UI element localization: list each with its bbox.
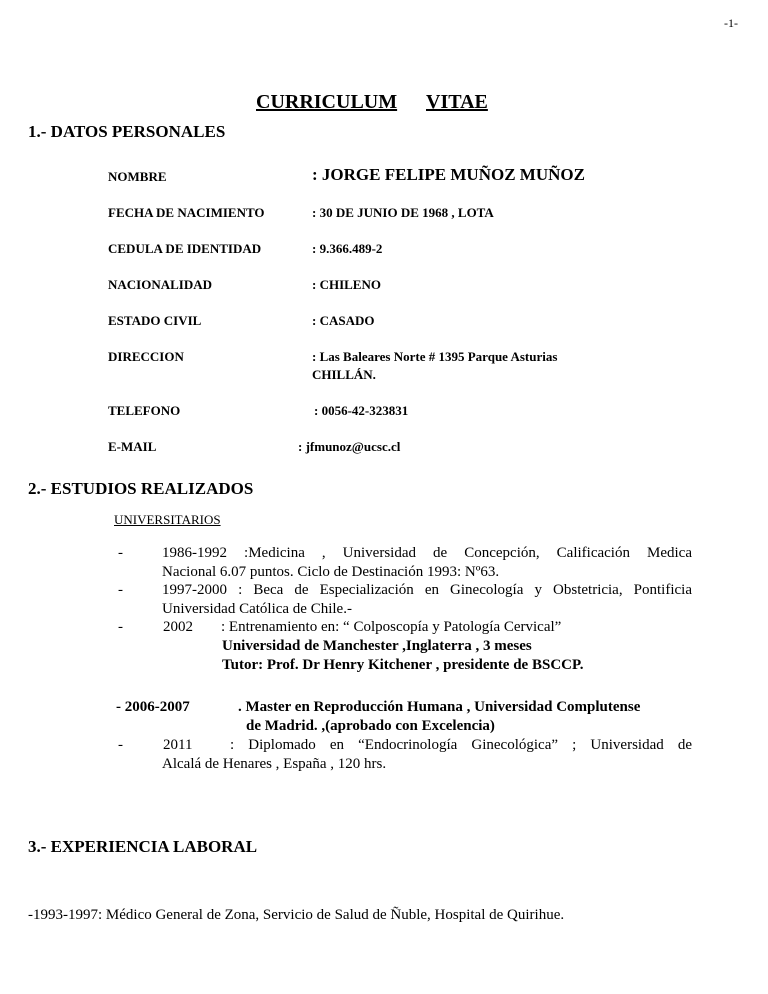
field-label-nacionalidad: NACIONALIDAD [108, 277, 213, 292]
study-item-5-line2: Alcalá de Henares , España , 120 hrs. [162, 756, 387, 772]
field-value-nombre: : JORGE FELIPE MUÑOZ MUÑOZ [312, 165, 585, 184]
field-value-email: : jfmunoz@ucsc.cl [298, 439, 401, 454]
section-3-heading: 3.- EXPERIENCIA LABORAL [28, 837, 258, 856]
study-item-2-line2: Universidad Católica de Chile.- [162, 601, 352, 617]
field-value-nacionalidad: : CHILENO [312, 277, 381, 292]
field-label-fecha: FECHA DE NACIMIENTO [108, 205, 265, 220]
study-item-1-line1: 1986-1992 :Medicina , Universidad de Concepción, Calificación Medica [162, 545, 692, 561]
experience-item-1: -1993-1997: Médico General de Zona, Servicio de Salud de Ñuble, Hospital de Quirihue. [28, 907, 565, 923]
study-item-2-line1: 1997-2000 : Beca de Especialización en Ginecología y Obstetricia, Pontificia [162, 582, 692, 598]
study-item-4-line2: de Madrid. ,(aprobado con Excelencia) [246, 718, 495, 734]
list-dash: - [118, 619, 123, 635]
field-value-direccion: : Las Baleares Norte # 1395 Parque Asturias [312, 349, 558, 364]
field-value-cedula: : 9.366.489-2 [312, 241, 383, 256]
study-item-3-line3: Tutor: Prof. Dr Henry Kitchener , presidente de BSCCP. [222, 657, 584, 673]
study-item-4-line1: . Master en Reproducción Humana , Universidad Complutense [238, 699, 641, 715]
field-value-fecha: : 30 DE JUNIO DE 1968 , LOTA [312, 205, 494, 220]
study-item-3-year: 2002 [163, 619, 193, 635]
study-item-3-line2: Universidad de Manchester ,Inglaterra , 3 meses [222, 638, 532, 654]
field-label-nombre: NOMBRE [108, 169, 167, 184]
field-label-telefono: TELEFONO [108, 403, 181, 418]
field-label-email: E-MAIL [108, 439, 157, 454]
study-item-5-line1: : Diplomado en “Endocrinología Ginecológica” ; Universidad de [230, 737, 692, 753]
field-label-estado-civil: ESTADO CIVIL [108, 313, 202, 328]
title-vitae: VITAE [426, 91, 488, 113]
list-dash: - [118, 737, 123, 753]
page-number: -1- [724, 16, 738, 30]
field-value-estado-civil: : CASADO [312, 313, 375, 328]
study-item-5-year: 2011 [163, 737, 193, 753]
study-item-3-line1: : Entrenamiento en: “ Colposcopía y Patología Cervical” [221, 619, 562, 635]
list-dash: - [118, 545, 123, 561]
title-curriculum: CURRICULUM [256, 91, 398, 113]
field-label-cedula: CEDULA DE IDENTIDAD [108, 241, 262, 256]
subheading-universitarios: UNIVERSITARIOS [114, 512, 221, 527]
section-1-heading: 1.- DATOS PERSONALES [28, 122, 226, 141]
study-item-4-year: - 2006-2007 [116, 699, 190, 715]
section-2-heading: 2.- ESTUDIOS REALIZADOS [28, 479, 254, 498]
list-dash: - [118, 582, 123, 598]
field-value-telefono: : 0056-42-323831 [314, 403, 409, 418]
field-value-direccion-city: CHILLÁN. [312, 367, 376, 382]
study-item-1-line2: Nacional 6.07 puntos. Ciclo de Destinación 1993: Nº63. [162, 564, 500, 580]
field-label-direccion: DIRECCION [108, 349, 184, 364]
